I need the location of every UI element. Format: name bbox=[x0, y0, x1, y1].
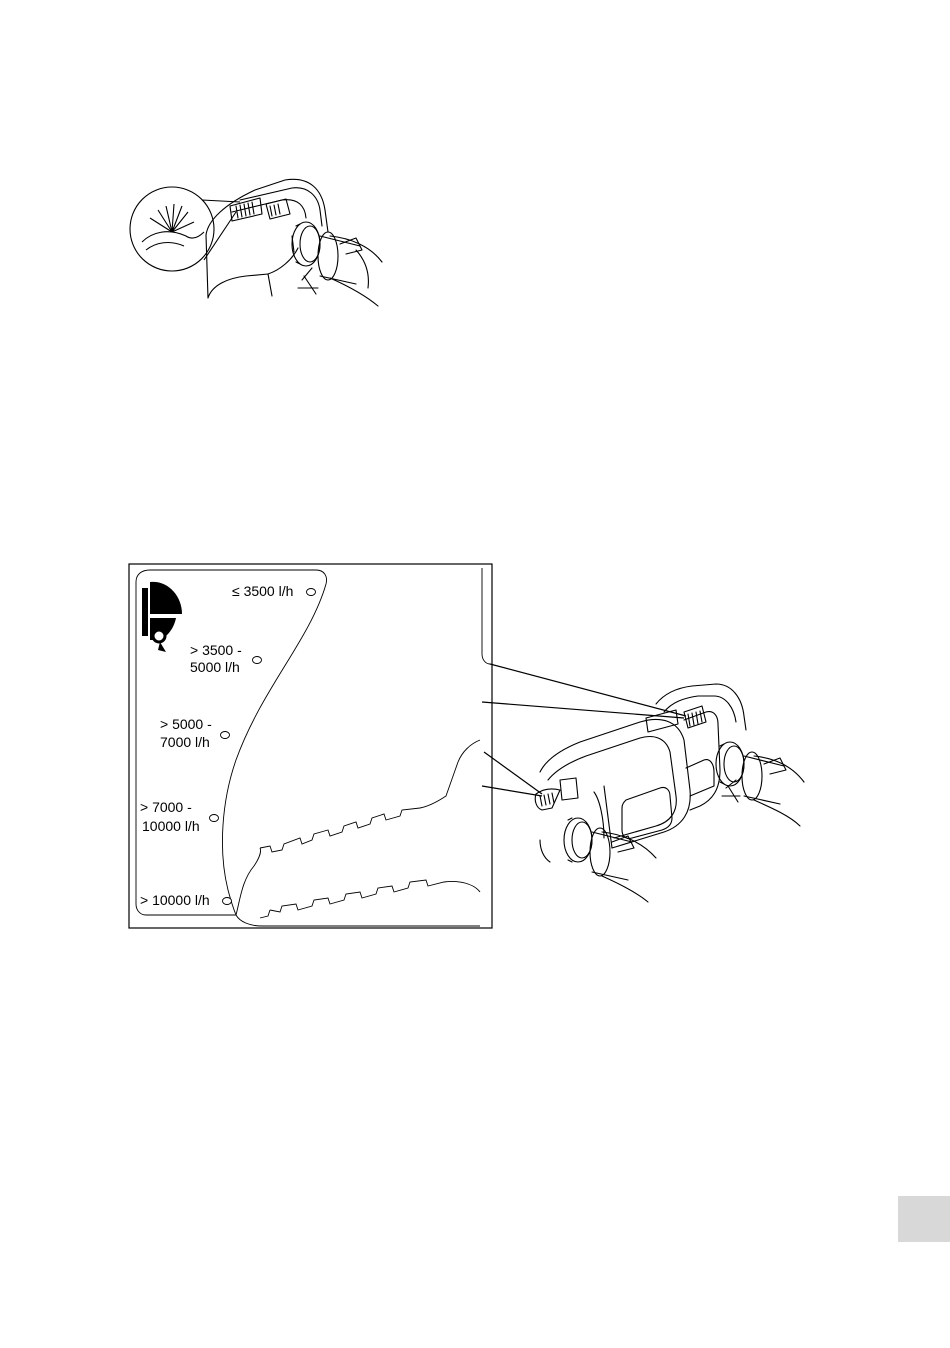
flow-range-3 bbox=[160, 716, 230, 750]
flow-range-4-label-line2: 10000 l/h bbox=[142, 818, 200, 834]
flow-range-5 bbox=[140, 892, 232, 908]
top-figure bbox=[206, 179, 382, 306]
flow-indicator-hole bbox=[221, 732, 230, 739]
flow-range-2-label-line2: 5000 l/h bbox=[190, 659, 240, 675]
flow-range-4-label-line1: > 7000 - bbox=[140, 799, 192, 815]
fish-pond-pictogram-icon bbox=[142, 582, 182, 652]
flow-range-4 bbox=[140, 799, 219, 834]
flow-range-3-label-line1: > 5000 - bbox=[160, 716, 212, 732]
flow-range-2 bbox=[190, 642, 262, 675]
page-tab-marker bbox=[898, 1196, 950, 1242]
flow-range-5-label: > 10000 l/h bbox=[140, 892, 210, 908]
flow-range-1-label: ≤ 3500 l/h bbox=[232, 583, 294, 599]
flow-indicator-hole bbox=[210, 815, 219, 822]
flow-indicator-hole bbox=[307, 589, 316, 596]
flow-range-3-label-line2: 7000 l/h bbox=[160, 734, 210, 750]
flow-indicator-hole bbox=[223, 898, 232, 905]
water-spray-icon bbox=[142, 204, 204, 250]
flow-range-1 bbox=[232, 583, 316, 599]
flow-indicator-hole bbox=[253, 657, 262, 664]
flow-range-2-label-line1: > 3500 - bbox=[190, 642, 242, 658]
magnifier-callout bbox=[130, 187, 240, 271]
